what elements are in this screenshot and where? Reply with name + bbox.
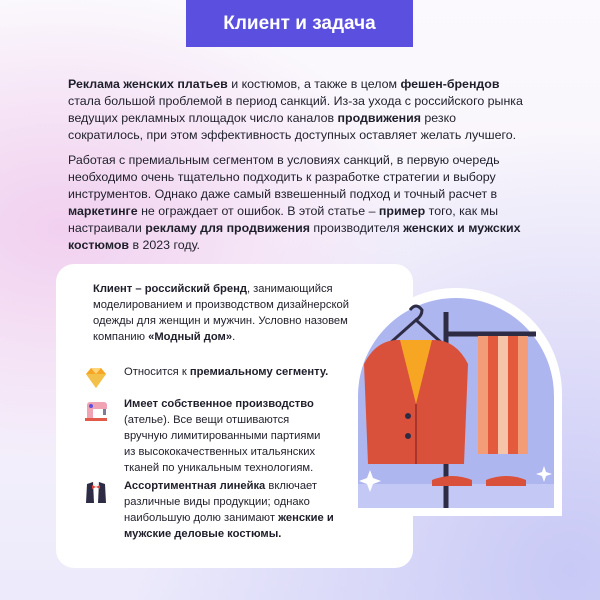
feature-text — [124, 396, 334, 476]
tuxedo-icon — [82, 478, 110, 506]
intro-text — [68, 76, 533, 262]
emphasis-text: Ассортиментная линейка — [124, 480, 266, 492]
body-text: не ограждает от ошибок. В этой статье – — [137, 204, 379, 218]
feature-production — [82, 396, 334, 476]
body-text: резко сократилось, при этом эффективность доступных оставляет желать лучшего. — [68, 111, 517, 142]
section-title: Клиент и задача — [186, 0, 413, 47]
emphasis-text: женские и мужские деловые костюмы. — [124, 512, 334, 540]
feature-assortment — [82, 478, 334, 542]
feature-premium — [82, 364, 334, 392]
emphasis-text: фешен-брендов — [400, 77, 500, 91]
body-text: . — [232, 331, 236, 343]
emphasis-text: рекламу для продвижения — [145, 221, 310, 235]
client-description — [93, 281, 363, 345]
emphasis-text: Имеет собственное производство — [124, 398, 314, 410]
diamond-icon — [82, 364, 110, 392]
emphasis-text: маркетинге — [68, 204, 138, 218]
emphasis-text: «Модный дом» — [148, 331, 233, 343]
intro-paragraph-2 — [68, 152, 533, 254]
emphasis-text: пример — [378, 204, 426, 218]
body-text: производителя — [309, 221, 404, 235]
body-text: включает различные виды продукции; однако наибольшую долю занимают — [124, 480, 318, 524]
emphasis-text: Клиент – российский бренд — [93, 283, 247, 295]
emphasis-text: продвижения — [337, 111, 421, 125]
body-text: (ателье). Все вещи отшиваются вручную лимитированными партиями из высококачественных итальянских тканей по уникальным технологиям. — [124, 414, 321, 474]
body-text: и костюмов, а также в целом — [227, 77, 401, 91]
body-text: Относится к — [124, 366, 190, 378]
feature-text — [124, 364, 334, 392]
wardrobe-illustration — [336, 284, 576, 524]
emphasis-text: Реклама женских платьев — [68, 77, 228, 91]
intro-paragraph-1 — [68, 76, 533, 144]
body-text: стала большой проблемой в период санкций. Из-за ухода с российского рынка ведущих рекламных площадок число каналов — [68, 94, 523, 125]
body-text: , занимающийся моделированием и производством дизайнерской одежды для женщин и мужчин. Условно назовем компанию — [93, 283, 349, 343]
body-text: в 2023 году. — [129, 238, 200, 252]
emphasis-text: премиальному сегменту. — [189, 366, 329, 378]
sewing-machine-icon — [82, 396, 110, 424]
body-text: того, как мы настраивали — [68, 204, 498, 235]
emphasis-text: женских и мужских костюмов — [68, 221, 521, 252]
body-text: Работая с премиальным сегментом в условиях санкций, в первую очередь необходимо очень тщательно подходить к разработке стратегии и выбору инструментов. Однако даже самый взвешенный подход и точный расчет в — [68, 153, 500, 201]
feature-text — [124, 478, 334, 542]
